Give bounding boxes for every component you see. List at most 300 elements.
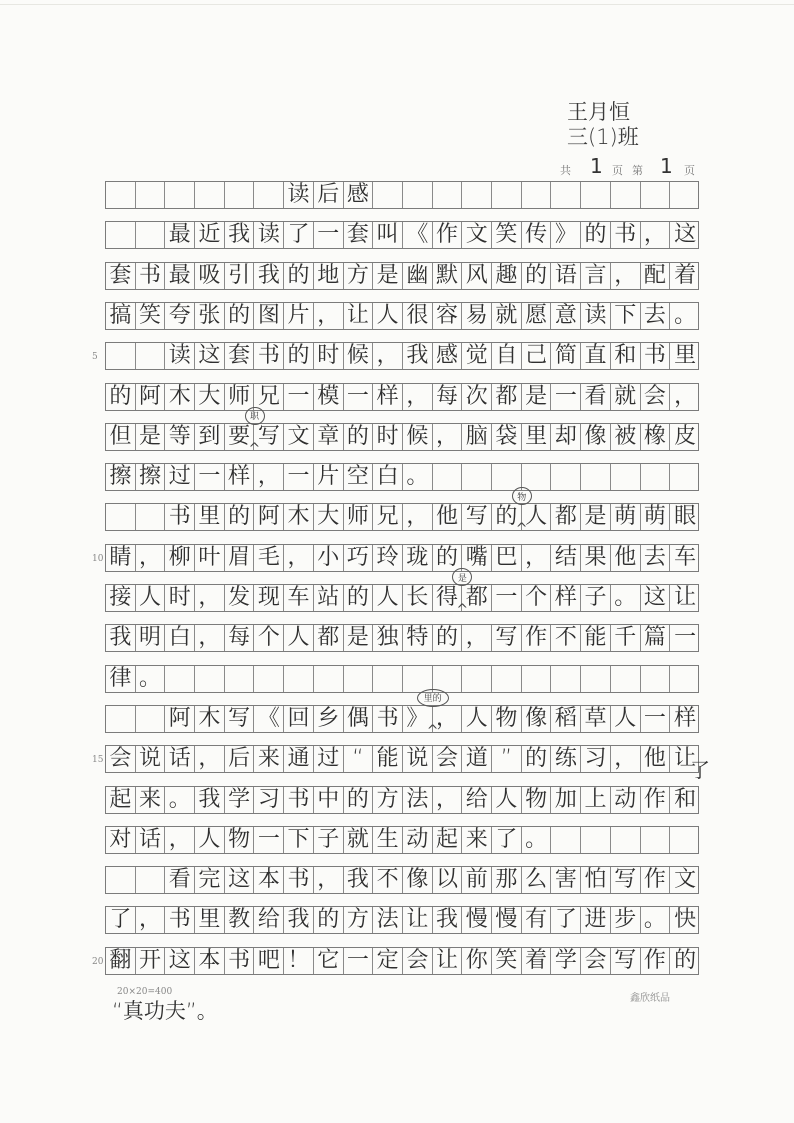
grid-cell: 这	[195, 343, 225, 369]
grid-cell: 前	[462, 867, 492, 893]
grid-cell: 皮	[674, 423, 697, 449]
grid-cell: 就	[492, 303, 522, 329]
grid-cell: 这	[674, 222, 697, 248]
grid-cell: 一	[641, 706, 671, 732]
grid-cell: 感	[344, 182, 374, 208]
grid-cell: 大	[195, 384, 225, 410]
grid-cell: 写	[611, 867, 641, 893]
grid-cell: 笑	[136, 303, 166, 329]
grid-cell: 阿	[255, 504, 285, 530]
grid-cell: ，	[314, 303, 344, 329]
grid-cell	[195, 182, 225, 208]
grid-cell: 。	[403, 464, 433, 490]
grid-cell	[611, 464, 641, 490]
grid-cell: 加	[552, 787, 582, 813]
grid-cell: 文	[674, 867, 697, 893]
grid-cell: 书	[284, 787, 314, 813]
grid-cell: 一	[552, 384, 582, 410]
grid-cell: 直	[581, 343, 611, 369]
grid-cell: 像	[403, 867, 433, 893]
grid-cell: 人	[611, 706, 641, 732]
counter-gong: 共	[560, 164, 571, 177]
grid-cell: 里	[195, 504, 225, 530]
grid-cell: 白	[165, 625, 195, 651]
grid-cell: 吸	[195, 263, 225, 289]
grid-cell: 定	[373, 948, 403, 974]
grid-cell: 己	[522, 343, 552, 369]
grid-cell: 学	[552, 948, 582, 974]
grid-cell: 毛	[255, 545, 285, 571]
grid-cell: 通	[284, 746, 314, 772]
grid-cell: 法	[403, 787, 433, 813]
grid-cell: 人	[373, 303, 403, 329]
grid-cell: 作	[641, 787, 671, 813]
grid-cell: 章	[314, 424, 344, 450]
grid-cell: 习	[581, 746, 611, 772]
grid-row	[105, 262, 699, 290]
grid-cell: 不	[373, 867, 403, 893]
grid-cell: 的	[344, 787, 374, 813]
grid-cell: 写	[255, 424, 285, 450]
grid-cell: 动	[611, 787, 641, 813]
grid-cell: 愿	[522, 303, 552, 329]
line-number: 10	[92, 553, 104, 564]
grid-cell	[106, 182, 136, 208]
grid-cell	[433, 666, 463, 692]
grid-cell	[255, 666, 285, 692]
grid-row	[105, 947, 699, 975]
grid-cell: 那	[492, 867, 522, 893]
page-counter	[560, 154, 700, 178]
grid-cell: 》	[552, 222, 582, 248]
grid-cell	[136, 222, 166, 248]
grid-cell: 草	[581, 706, 611, 732]
grid-cell	[552, 464, 582, 490]
grid-cell: 木	[195, 706, 225, 732]
grid-cell: 让	[674, 585, 697, 610]
grid-cell: 。	[641, 907, 671, 933]
grid-cell: 的	[674, 947, 697, 973]
grid-cell: 文	[462, 222, 492, 248]
grid-cell: 动	[403, 827, 433, 853]
grid-cell: ，	[611, 746, 641, 772]
grid-cell: 着	[674, 262, 697, 288]
grid-cell: 是	[373, 263, 403, 289]
grid-cell: ，	[195, 585, 225, 611]
grid-cell: 风	[462, 263, 492, 289]
grid-cell	[136, 182, 166, 208]
grid-cell: 读	[165, 343, 195, 369]
grid-cell: 书	[165, 504, 195, 530]
grid-cell	[433, 182, 463, 208]
grid-cell: ，	[641, 222, 671, 248]
grid-row	[105, 665, 699, 693]
grid-cell: 子	[314, 827, 344, 853]
grid-cell	[225, 182, 255, 208]
grid-cell: 》	[403, 706, 433, 732]
grid-cell	[641, 827, 671, 853]
grid-cell: 能	[581, 625, 611, 651]
grid-cell	[492, 464, 522, 490]
grid-cell: 的	[433, 625, 463, 651]
grid-cell: 作	[433, 222, 463, 248]
grid-cell: 千	[611, 625, 641, 651]
grid-row	[105, 503, 699, 531]
grid-cell: 来	[255, 746, 285, 772]
grid-cell: 就	[611, 384, 641, 410]
grid-cell: 一	[284, 464, 314, 490]
grid-cell: ，	[403, 504, 433, 530]
grid-cell: 会	[433, 746, 463, 772]
grid-cell: 的	[344, 585, 374, 611]
grid-cell: 读	[284, 182, 314, 208]
grid-row	[105, 221, 699, 249]
grid-cell: 巴	[492, 545, 522, 571]
grid-cell: 的	[284, 343, 314, 369]
grid-cell	[611, 666, 641, 692]
grid-cell: 能	[373, 746, 403, 772]
grid-cell: 师	[225, 384, 255, 410]
grid-cell: 律	[106, 666, 136, 692]
grid-cell	[670, 827, 700, 853]
grid-cell: 我	[195, 787, 225, 813]
grid-cell: “	[344, 746, 374, 772]
grid-cell: 玲	[373, 545, 403, 571]
grid-cell: 物	[492, 706, 522, 732]
grid-cell: 作	[641, 948, 671, 974]
grid-cell	[106, 222, 136, 248]
grid-cell: 一	[195, 464, 225, 490]
grid-cell: 道	[462, 746, 492, 772]
grid-cell: 自	[492, 343, 522, 369]
grid-cell: 样	[225, 464, 255, 490]
insertion-caret: ^	[456, 602, 469, 618]
grid-cell: 起	[106, 787, 136, 813]
grid-cell: 了	[106, 907, 136, 933]
grid-cell: 下	[611, 303, 641, 329]
grid-cell: 完	[195, 867, 225, 893]
grid-cell: 里	[195, 907, 225, 933]
grid-cell: ，	[433, 424, 463, 450]
grid-cell	[670, 464, 700, 490]
grid-cell: 珑	[403, 545, 433, 571]
grid-cell: 片	[284, 303, 314, 329]
grid-cell: 人	[136, 585, 166, 611]
grid-cell: 过	[314, 746, 344, 772]
grid-cell	[581, 827, 611, 853]
grid-cell: 候	[344, 343, 374, 369]
grid-cell: 书	[373, 706, 403, 732]
grid-cell: 叶	[195, 545, 225, 571]
grid-cell	[106, 706, 136, 732]
grid-cell: 法	[373, 907, 403, 933]
grid-cell: 稻	[552, 706, 582, 732]
grid-cell: ，	[165, 827, 195, 853]
grid-cell: 容	[433, 303, 463, 329]
grid-cell: 配	[641, 263, 671, 289]
grid-cell: 里	[674, 343, 697, 369]
grid-cell: 和	[611, 343, 641, 369]
grid-cell: 萌	[611, 504, 641, 530]
grid-cell: 的	[314, 907, 344, 933]
grid-cell	[670, 666, 700, 692]
insertion-caret: ^	[248, 440, 261, 457]
grid-cell: ，	[433, 787, 463, 813]
grid-cell: 看	[581, 384, 611, 410]
grid-cell: 快	[674, 907, 697, 933]
grid-cell	[462, 182, 492, 208]
grid-cell	[136, 504, 166, 530]
grid-cell: 进	[581, 907, 611, 933]
grid-cell: 。	[522, 827, 552, 853]
grid-cell: 到	[195, 424, 225, 450]
grid-cell: 的	[522, 263, 552, 289]
grid-cell: 怕	[581, 867, 611, 893]
grid-cell: 橡	[641, 424, 671, 450]
grid-cell: 被	[611, 424, 641, 450]
line-number: 15	[92, 755, 104, 766]
grid-cell: 次	[462, 384, 492, 410]
grid-cell: 。	[674, 302, 697, 328]
student-info	[567, 100, 687, 156]
grid-cell	[552, 827, 582, 853]
grid-cell: 教	[225, 907, 255, 933]
grid-cell: 的	[433, 545, 463, 571]
grid-cell: 读	[581, 303, 611, 329]
student-class: 三(1)班	[567, 125, 639, 149]
grid-cell: 我	[106, 625, 136, 651]
grid-cell: 个	[255, 625, 285, 651]
grid-cell	[106, 867, 136, 893]
grid-cell: 话	[165, 746, 195, 772]
grid-cell: 巧	[344, 545, 374, 571]
grid-cell: 但	[106, 424, 136, 450]
grid-cell	[284, 666, 314, 692]
grid-cell: 里	[522, 424, 552, 450]
grid-cell: 个	[522, 585, 552, 611]
grid-cell: 时	[373, 424, 403, 450]
grid-row	[105, 383, 699, 411]
grid-cell: 会	[581, 948, 611, 974]
grid-cell: 。	[165, 787, 195, 813]
grid-cell: 特	[403, 625, 433, 651]
grid-cell: 套	[106, 263, 136, 289]
grid-cell: 每	[225, 625, 255, 651]
top-edge-line	[0, 4, 794, 5]
grid-cell	[641, 464, 671, 490]
grid-cell: 上	[581, 787, 611, 813]
grid-cell: 最	[165, 263, 195, 289]
grid-cell: 笑	[492, 948, 522, 974]
grid-cell: ！	[284, 948, 314, 974]
grid-cell: 我	[225, 222, 255, 248]
grid-cell: 的	[225, 504, 255, 530]
grid-cell: 一	[344, 948, 374, 974]
grid-cell: 本	[195, 948, 225, 974]
grid-cell: 书	[255, 343, 285, 369]
grid-cell: 像	[581, 424, 611, 450]
grid-cell: 的	[106, 384, 136, 410]
grid-cell: 说	[403, 746, 433, 772]
grid-cell: 木	[284, 504, 314, 530]
grid-cell: 都	[552, 504, 582, 530]
grid-cell: 给	[255, 907, 285, 933]
grid-cell: 的	[522, 746, 552, 772]
grid-cell: 以	[433, 867, 463, 893]
grid-cell: 大	[314, 504, 344, 530]
grid-cell: ，	[373, 343, 403, 369]
grid-cell: 给	[462, 787, 492, 813]
grid-cell: 害	[552, 867, 582, 893]
grid-cell: 翻	[106, 948, 136, 974]
grid-cell: 《	[255, 706, 285, 732]
grid-cell: 阿	[136, 384, 166, 410]
counter-total: 1	[590, 154, 603, 178]
grid-cell: 擦	[136, 464, 166, 490]
grid-cell: 说	[136, 746, 166, 772]
grid-cell: 觉	[462, 343, 492, 369]
grid-cell: ，	[284, 545, 314, 571]
grid-cell	[314, 666, 344, 692]
grid-cell: 兄	[255, 384, 285, 410]
grid-cell: 生	[373, 827, 403, 853]
grid-cell: 最	[165, 222, 195, 248]
grid-cell: 去	[641, 303, 671, 329]
grid-cell: 物	[225, 827, 255, 853]
grid-cell: 话	[136, 827, 166, 853]
grid-cell: 地	[314, 263, 344, 289]
grid-cell: 作	[522, 625, 552, 651]
grid-cell: 读	[255, 222, 285, 248]
grid-cell	[581, 666, 611, 692]
insertion-annotation: 职	[245, 407, 265, 425]
grid-cell: 都	[462, 585, 492, 611]
grid-cell	[552, 666, 582, 692]
grid-cell	[373, 666, 403, 692]
grid-cell	[641, 666, 671, 692]
insertion-caret: ^	[426, 722, 439, 739]
counter-ye2: 页	[684, 164, 695, 177]
grid-cell	[255, 182, 285, 208]
counter-di: 第	[632, 164, 643, 177]
grid-cell: 本	[255, 867, 285, 893]
grid-cell: ，	[255, 464, 285, 490]
grid-cell: 后	[314, 182, 344, 208]
grid-cell: 写	[492, 625, 522, 651]
grid-cell: 一	[255, 827, 285, 853]
grid-cell: 一	[492, 585, 522, 611]
grid-cell: 果	[581, 545, 611, 571]
grid-cell: 吧	[255, 948, 285, 974]
grid-cell: 开	[136, 948, 166, 974]
grid-cell: 么	[522, 867, 552, 893]
grid-cell: 书	[165, 907, 195, 933]
grid-cell: 书	[284, 867, 314, 893]
grid-cell: 得	[433, 585, 463, 611]
grid-cell: 一	[344, 384, 374, 410]
grid-cell: 方	[373, 787, 403, 813]
grid-cell: 白	[373, 464, 403, 490]
student-name: 王月恒	[567, 100, 630, 124]
grid-cell: 篇	[641, 625, 671, 651]
grid-cell: 都	[492, 384, 522, 410]
grid-cell: 样	[552, 585, 582, 611]
grid-cell: 时	[165, 585, 195, 611]
grid-cell: 。	[136, 666, 166, 692]
grid-cell: 书	[225, 948, 255, 974]
insertion-annotation: 是	[452, 568, 472, 586]
grid-cell: 脑	[462, 424, 492, 450]
grid-cell: 言	[581, 263, 611, 289]
grid-cell	[641, 182, 671, 208]
grid-cell: 默	[433, 263, 463, 289]
grid-cell: 书	[136, 263, 166, 289]
grid-cell	[403, 182, 433, 208]
grid-cell: 一	[314, 222, 344, 248]
grid-cell: 是	[136, 424, 166, 450]
grid-cell: 我	[403, 343, 433, 369]
grid-cell: 发	[225, 585, 255, 611]
grid-cell: 每	[433, 384, 463, 410]
grid-cell: 一	[674, 625, 697, 651]
grid-cell: 木	[165, 384, 195, 410]
grid-cell: 引	[225, 263, 255, 289]
grid-row	[105, 463, 699, 491]
grid-cell: 的	[492, 504, 522, 530]
grid-cell: 去	[641, 545, 671, 571]
grid-cell: 起	[433, 827, 463, 853]
grid-cell: 感	[433, 343, 463, 369]
grid-cell: 叫	[373, 222, 403, 248]
grid-cell: 写	[611, 948, 641, 974]
grid-cell: 方	[344, 907, 374, 933]
grid-cell	[344, 666, 374, 692]
grid-cell: 会	[403, 948, 433, 974]
grid-cell: 我	[255, 263, 285, 289]
grid-cell: 人	[522, 504, 552, 530]
grid-cell: 的	[581, 222, 611, 248]
insertion-caret: ^	[515, 521, 528, 538]
grid-cell: 和	[674, 786, 697, 812]
grid-cell: 擦	[106, 464, 136, 490]
grid-cell: 让	[403, 907, 433, 933]
grid-cell: 幽	[403, 263, 433, 289]
grid-cell	[433, 464, 463, 490]
grid-cell: 站	[314, 585, 344, 611]
essay-ending: “真功夫”。	[112, 999, 218, 1023]
grid-cell: 要	[225, 424, 255, 450]
grid-cell: 让	[433, 948, 463, 974]
grid-cell: 学	[225, 787, 255, 813]
grid-cell: 是	[581, 504, 611, 530]
grid-cell: 师	[344, 504, 374, 530]
grid-cell: 结	[552, 545, 582, 571]
grid-cell: 车	[674, 544, 697, 570]
grid-row	[105, 745, 699, 773]
grid-cell: 嘴	[462, 545, 492, 571]
grid-cell: 片	[314, 464, 344, 490]
grid-cell: 明	[136, 625, 166, 651]
grid-cell: 我	[344, 867, 374, 893]
grid-cell: ，	[136, 545, 166, 571]
grid-cell: 了	[284, 222, 314, 248]
grid-cell: 套	[344, 222, 374, 248]
grid-cell: 写	[462, 504, 492, 530]
grid-cell: 偶	[344, 706, 374, 732]
grid-row	[105, 342, 699, 370]
grid-cell: 中	[314, 787, 344, 813]
grid-cell: 套	[225, 343, 255, 369]
